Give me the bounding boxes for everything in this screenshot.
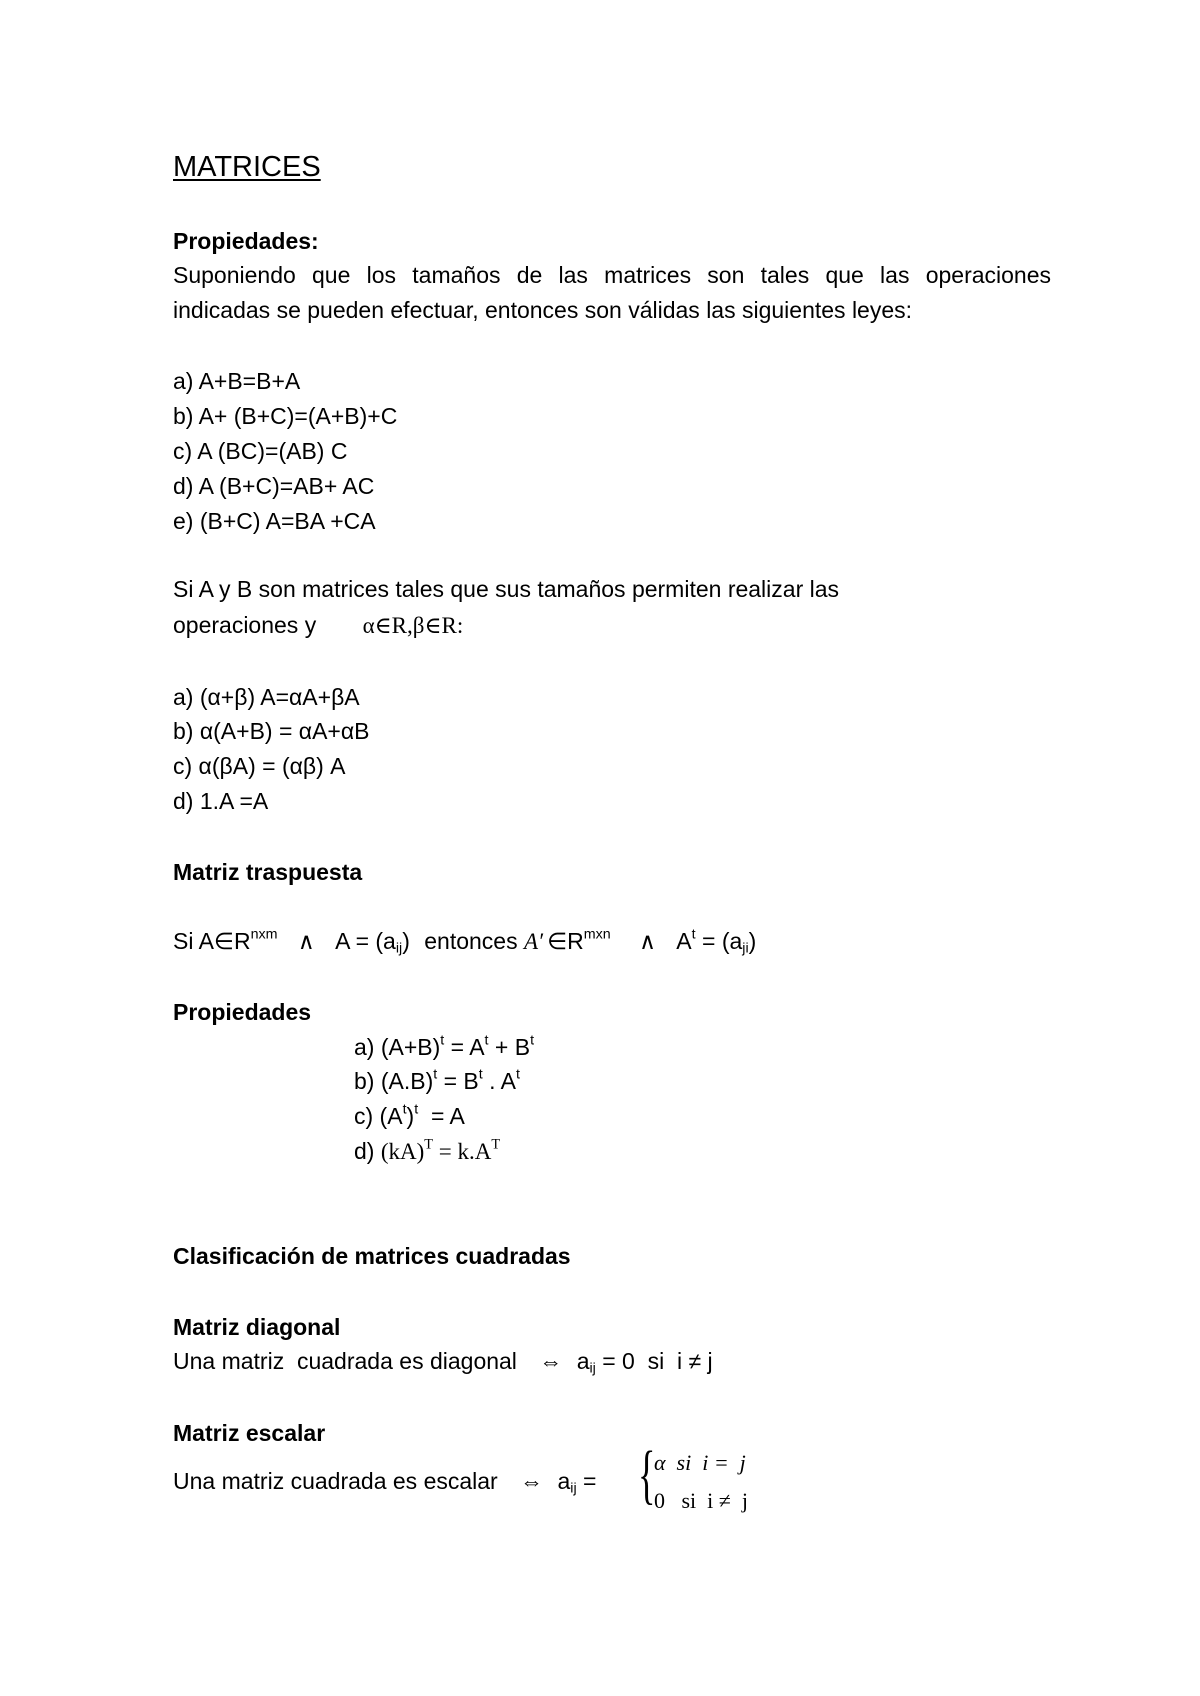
tprop-d-expr: = k.A — [433, 1139, 492, 1164]
tprop-d-expr: (kA) — [380, 1139, 425, 1164]
scalar-law-b: b) α(A+B) = αA+αB — [173, 718, 370, 744]
def-eq2: = (a — [695, 928, 743, 954]
intro-line-1: Suponiendo que los tamaños de las matrices son tales que las operaciones — [173, 262, 1051, 288]
def-ij: ij — [395, 940, 403, 957]
def-entonces: entonces — [424, 928, 518, 954]
def-t: t — [691, 926, 696, 943]
law-b: b) A+ (B+C)=(A+B)+C — [173, 403, 398, 429]
tprop-b-text: b) (A.B) — [354, 1068, 434, 1094]
sup-t: t — [484, 1032, 489, 1049]
sup-t: t — [440, 1032, 445, 1049]
sup-t: t — [478, 1066, 483, 1083]
tprop-c-text: = A — [418, 1103, 465, 1129]
scalar-law-a: a) (α+β) A=αA+βA — [173, 684, 360, 710]
sup-t: t — [402, 1101, 407, 1118]
scalar-definition — [173, 1468, 597, 1497]
def-close: ) — [748, 928, 757, 954]
sup-t: t — [414, 1101, 419, 1118]
case-row-1: α si i = j — [654, 1450, 746, 1475]
tprop-a-text: a) (A+B) — [354, 1034, 441, 1060]
law-c: c) A (BC)=(AB) C — [173, 438, 348, 464]
cases-brace: { — [638, 1438, 656, 1511]
sub-ij: ij — [570, 1480, 577, 1497]
scalar-law-d: d) 1.A =A — [173, 788, 269, 814]
sup-t: t — [515, 1066, 520, 1083]
scalar-heading: Matriz escalar — [173, 1420, 326, 1446]
law-e: e) (B+C) A=BA +CA — [173, 508, 376, 534]
def-si: Si A∈R — [173, 928, 251, 954]
iff-symbol: ⇔ — [539, 1349, 563, 1374]
sup-T: T — [424, 1136, 433, 1153]
tprop-c-text: ) — [406, 1103, 415, 1129]
scalar-intro-line-2 — [173, 614, 463, 637]
law-d: d) A (B+C)=AB+ AC — [173, 473, 375, 499]
tprop-c — [354, 1101, 465, 1129]
sup-T: T — [491, 1136, 501, 1153]
def-ji: ji — [742, 940, 749, 957]
tprop-a — [354, 1032, 535, 1060]
transpose-definition — [173, 926, 757, 957]
scalar-intro-text: operaciones y — [173, 612, 317, 638]
tprop-b-text: . A — [482, 1068, 516, 1094]
iff-symbol: ⇔ — [520, 1469, 544, 1494]
diagonal-text: Una matriz cuadrada es diagonal — [173, 1348, 517, 1374]
tprop-b — [354, 1066, 520, 1094]
tprop-a-text: + B — [488, 1034, 531, 1060]
def-a-eq: A = (a — [335, 928, 396, 954]
tprop-b-text: = B — [437, 1068, 479, 1094]
def-at: A — [676, 928, 692, 954]
properties-heading: Propiedades: — [173, 228, 319, 254]
page-title: MATRICES — [173, 151, 321, 183]
a-symbol: a — [557, 1468, 571, 1494]
tprop-a-text: = A — [444, 1034, 485, 1060]
sup-t: t — [433, 1066, 438, 1083]
scalar-intro-line-1: Si A y B son matrices tales que sus tamaños permiten realizar las — [173, 576, 840, 602]
equals-sign: = — [576, 1468, 597, 1494]
law-a: a) A+B=B+A — [173, 368, 301, 394]
case-row-2: 0 si i ≠ j — [654, 1488, 748, 1513]
tprop-d — [354, 1136, 501, 1164]
def-nxm: nxm — [250, 926, 278, 943]
def-close: ) — [402, 928, 410, 954]
classification-heading: Clasificación de matrices cuadradas — [173, 1243, 571, 1269]
sub-ij: ij — [589, 1360, 596, 1377]
a-symbol: a — [576, 1348, 590, 1374]
and-symbol: ∧ — [639, 929, 656, 954]
scalar-intro-math: α∈R,β∈R: — [362, 613, 464, 638]
def-mxn: mxn — [583, 926, 611, 943]
scalar-text: Una matriz cuadrada es escalar — [173, 1468, 498, 1494]
diagonal-definition — [173, 1348, 713, 1377]
sup-t: t — [530, 1032, 535, 1049]
def-in-r: ∈R — [547, 928, 584, 954]
scalar-law-c: c) α(βA) = (αβ) A — [173, 753, 346, 779]
tprop-d-text: d) — [354, 1138, 381, 1164]
intro-line-2: indicadas se pueden efectuar, entonces son válidas las siguientes leyes: — [173, 297, 913, 323]
and-symbol: ∧ — [297, 929, 315, 954]
transpose-heading: Matriz traspuesta — [173, 859, 363, 885]
def-aprime: A′ — [524, 929, 544, 954]
diagonal-heading: Matriz diagonal — [173, 1314, 341, 1340]
transpose-properties-heading: Propiedades — [173, 999, 312, 1025]
diagonal-condition: = 0 si i ≠ j — [595, 1348, 713, 1374]
tprop-c-text: c) (A — [354, 1103, 403, 1129]
